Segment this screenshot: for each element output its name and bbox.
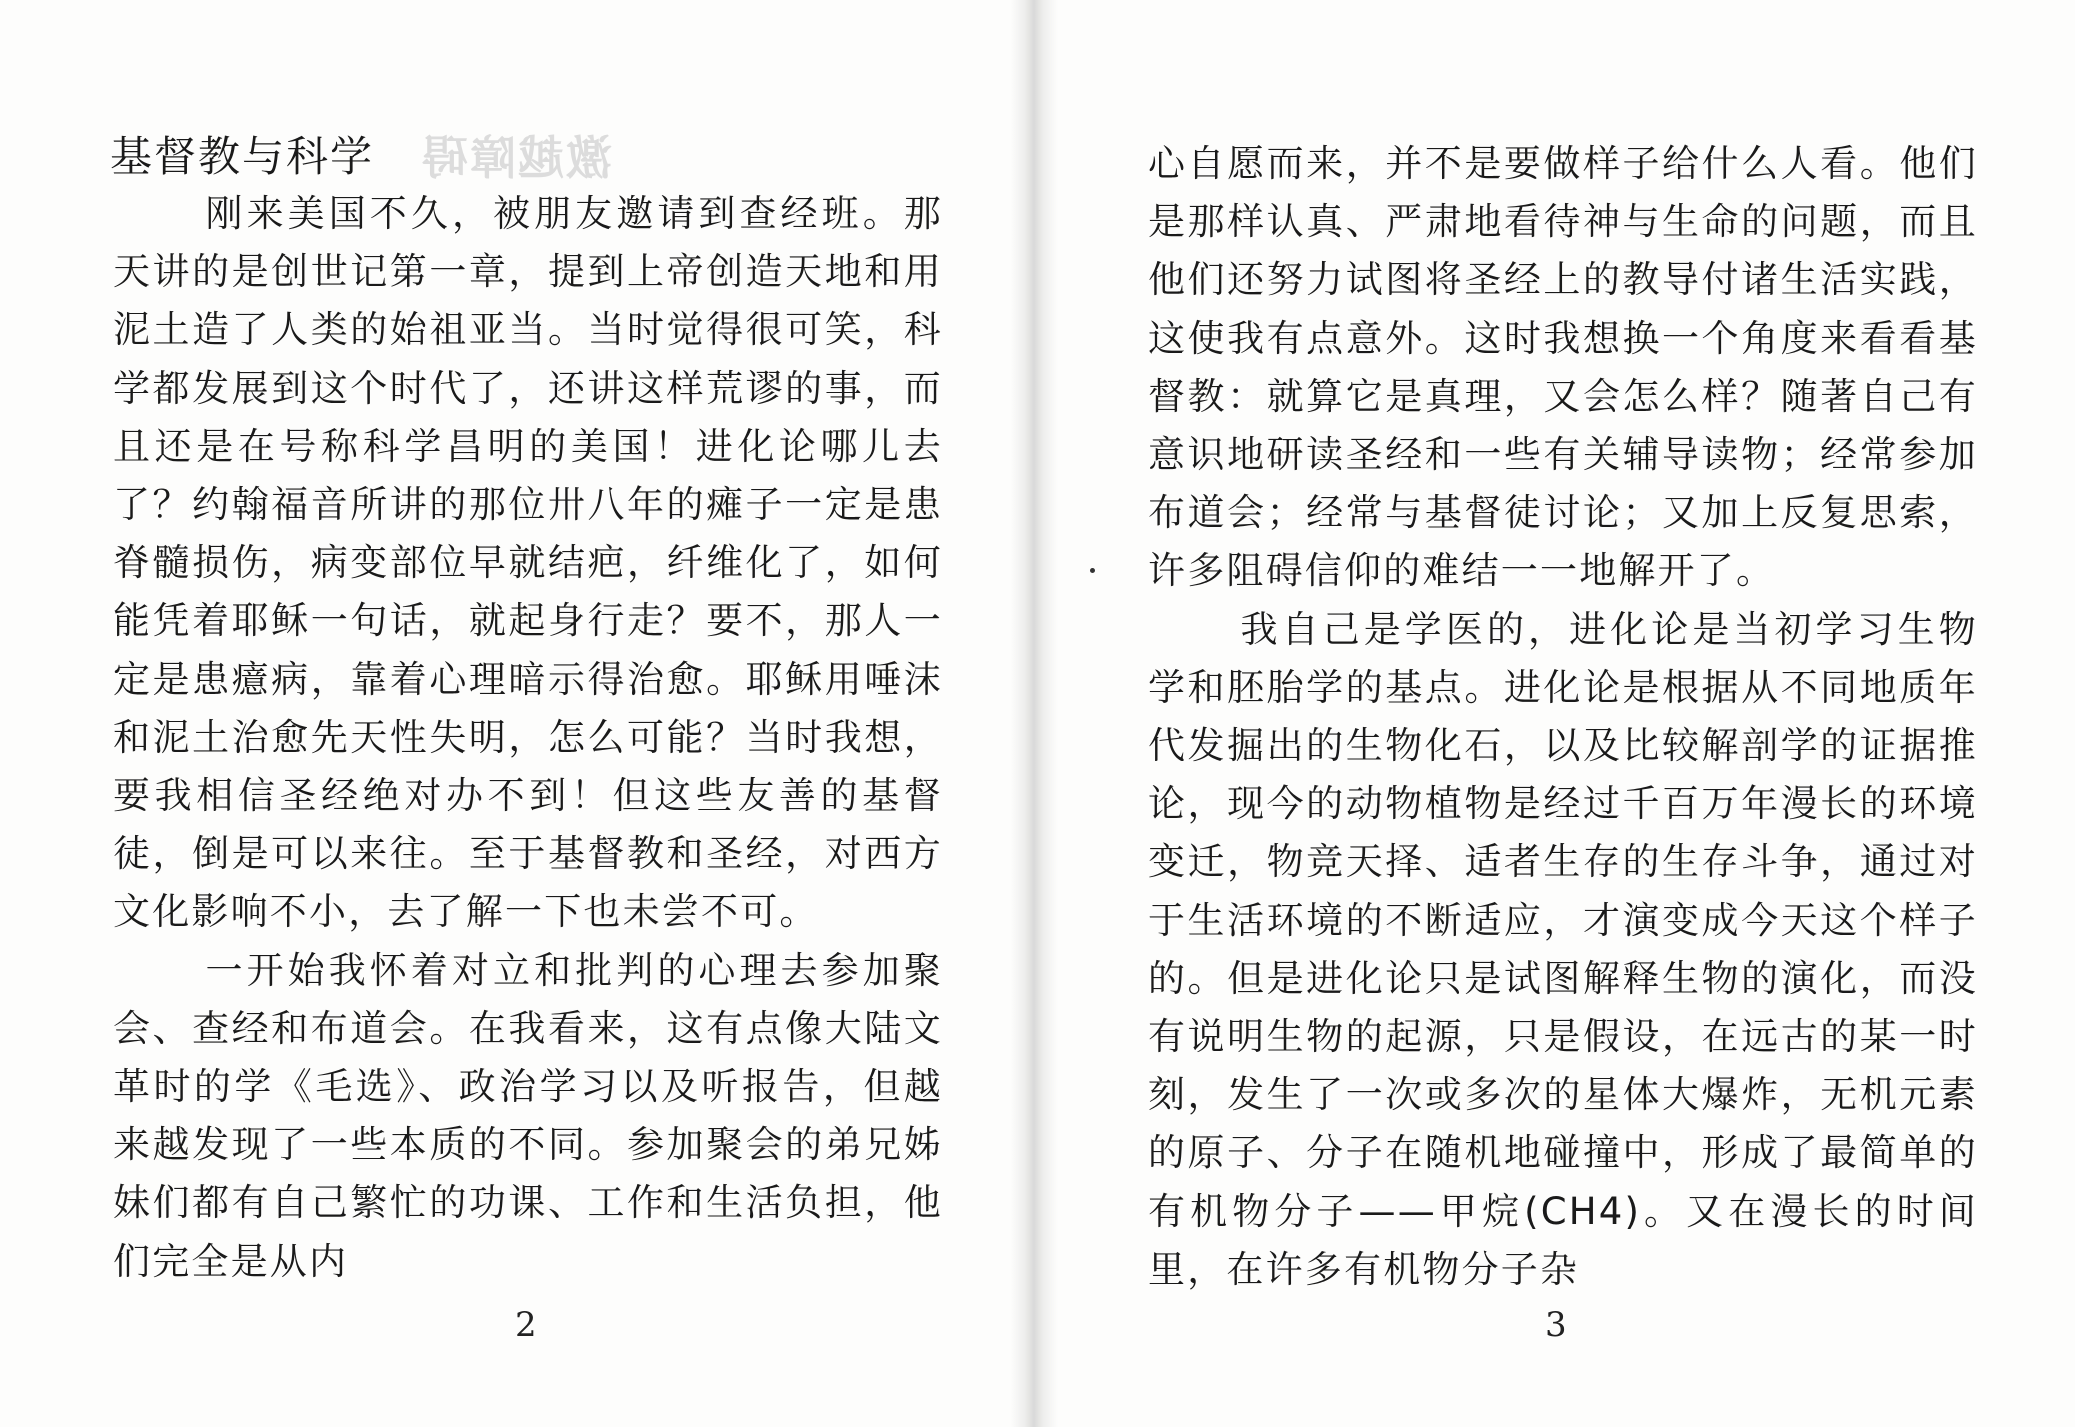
paragraph: 一开始我怀着对立和批判的心理去参加聚会、查经和布道会。在我看来，这有点像大陆文革时的学《毛选》、政治学习以及听报告，但越来越发现了一些本质的不同。参加聚会的弟兄姊妹们都有自己繁忙的功课、工作和生活负担，他们完全是从内 (113, 948, 943, 1283)
left-page (0, 0, 1030, 1427)
page-number: 3 (1545, 1305, 1567, 1345)
bleed-through-text: 激越障碍 (420, 131, 612, 185)
paragraph: 刚来美国不久，被朋友邀请到查经班。那天讲的是创世记第一章，提到上帝创造天地和用泥土造了人类的始祖亚当。当时觉得很可笑，科学都发展到这个时代了，还讲这样荒谬的事，而且还是在号称科学昌明的美国！进化论哪儿去了？约翰福音所讲的那位卅八年的瘫子一定是患脊髓损伤，病变部位早就结疤，纤维化了，如何能凭着耶稣一句话，就起身行走？要不，那人一定是患癔病，靠着心理暗示得治愈。耶稣用唾沫和泥土治愈先天性失明，怎么可能？当时我想，要我相信圣经绝对办不到！但这些友善的基督徒，倒是可以来往。至于基督教和圣经，对西方文化影响不小，去了解一下也未尝不可。 (113, 192, 943, 934)
paragraph: 我自己是学医的，进化论是当初学习生物学和胚胎学的基点。进化论是根据从不同地质年代发掘出的生物化石，以及比较解剖学的证据推论，现今的动物植物是经过千百万年漫长的环境变迁，物竞天择、适者生存的生存斗争，通过对于生活环境的不断适应，才演变成今天这个样子的。但是进化论只是试图解释生物的演化，而没有说明生物的起源，只是假设，在远古的某一时刻，发生了一次或多次的星体大爆炸，无机元素的原子、分子在随机地碰撞中，形成了最简单的有机物分子——甲烷(CH4)。又在漫长的时间里，在许多有机物分子杂 (1148, 607, 1978, 1291)
page-number: 2 (515, 1305, 537, 1345)
paragraph: 心自愿而来，并不是要做样子给什么人看。他们是那样认真、严肃地看待神与生命的问题，而且他们还努力试图将圣经上的教导付诸生活实践，这使我有点意外。这时我想换一个角度来看看基督教：就算它是真理，又会怎么样？随著自己有意识地研读圣经和一些有关辅导读物；经常参加布道会；经常与基督徒讨论；又加上反复思索，许多阻碍信仰的难结一一地解开了。 (1148, 142, 1978, 593)
left-page-body (113, 185, 943, 1291)
right-page-body (1148, 135, 1978, 1299)
ink-speck (1090, 568, 1095, 573)
chapter-title: 基督教与科学 (110, 132, 375, 181)
right-page (1040, 0, 2075, 1427)
